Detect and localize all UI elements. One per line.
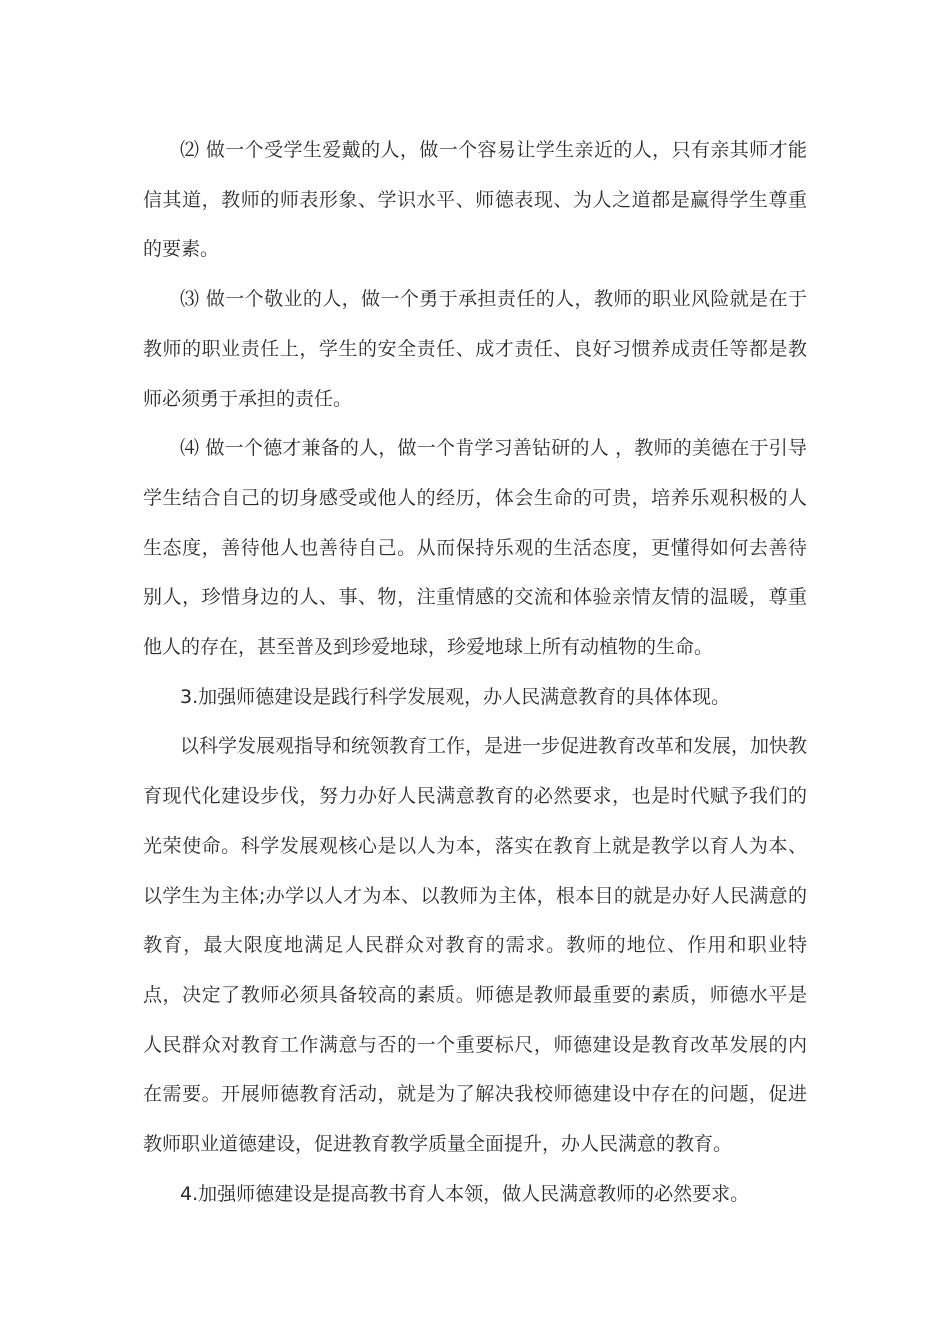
document-body (143, 126, 807, 1219)
paragraph-item-4: ⑷ 做一个德才兼备的人，做一个肯学习善钻研的人 ，教师的美德在于引导学生结合自己的切身感受或他人的经历，体会生命的可贵，培养乐观积极的人生态度，善待他人也善待自己。从而保持乐观的生活态度，更懂得如何去善待别人，珍惜身边的人、事、物，注重情感的交流和体验亲情友情的温暖，尊重他人的存在，甚至普及到珍爱地球，珍爱地球上所有动植物的生命。 (143, 437, 807, 659)
section-heading-4: 4.加强师德建设是提高教书育人本领，做人民满意教师的必然要求。 (180, 1182, 750, 1205)
paragraph-item-2: ⑵ 做一个受学生爱戴的人，做一个容易让学生亲近的人，只有亲其师才能信其道，教师的师表形象、学识水平、师德表现、为人之道都是赢得学生尊重的要素。 (143, 139, 807, 261)
section-heading-3: 3.加强师德建设是践行科学发展观，办人民满意教育的具体体现。 (180, 685, 731, 708)
paragraph-item-3: ⑶ 做一个敬业的人，做一个勇于承担责任的人，教师的职业风险就是在于教师的职业责任上，学生的安全责任、成才责任、良好习惯养成责任等都是教师必须勇于承担的责任。 (143, 288, 807, 410)
section-body-3: 以科学发展观指导和统领教育工作，是进一步促进教育改革和发展，加快教育现代化建设步伐，努力办好人民满意教育的必然要求，也是时代赋予我们的光荣使命。科学发展观核心是以人为本，落实在教育上就是教学以育人为本、以学生为主体;办学以人才为本、以教师为主体，根本目的就是办好人民满意的教育，最大限度地满足人民群众对教育的需求。教师的地位、作用和职业特点，决定了教师必须具备较高的素质。师德是教师最重要的素质，师德水平是人民群众对教育工作满意与否的一个重要标尺，师德建设是教育改革发展的内在需要。开展师德教育活动，就是为了解决我校师德建设中存在的问题，促进教师职业道德建设，促进教育教学质量全面提升，办人民满意的教育。 (143, 735, 808, 1156)
